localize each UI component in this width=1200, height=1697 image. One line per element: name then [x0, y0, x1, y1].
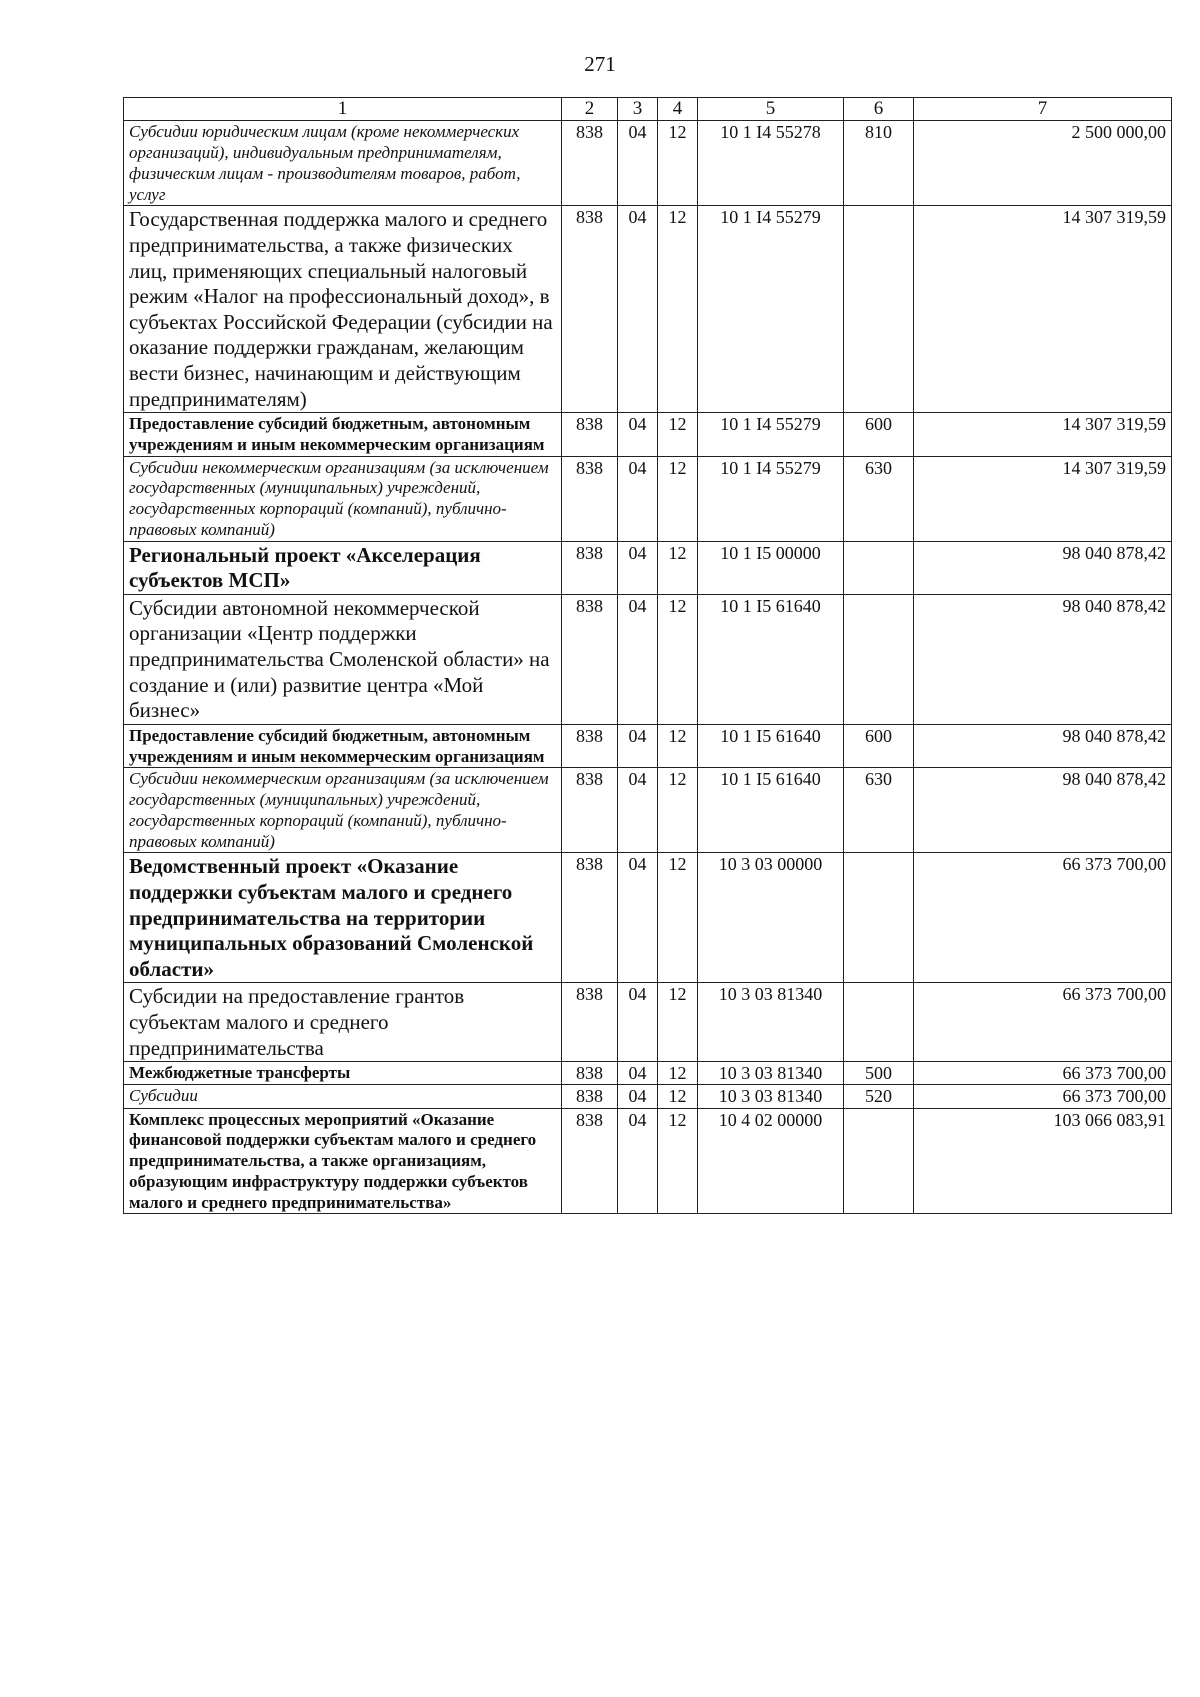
target-article-cell: 10 4 02 00000: [698, 1108, 844, 1214]
column-number: 3: [618, 98, 658, 121]
column-number: 5: [698, 98, 844, 121]
subsection-code-cell: 12: [658, 983, 698, 1062]
amount-cell: 66 373 700,00: [914, 1062, 1172, 1085]
table-row: [124, 456, 1172, 541]
subsection-code-cell: 12: [658, 456, 698, 541]
ministry-code-cell: 838: [562, 1085, 618, 1108]
row-name-cell: Региональный проект «Акселерация субъектов МСП»: [124, 541, 562, 594]
subsection-code-cell: 12: [658, 768, 698, 853]
expense-type-cell: 520: [844, 1085, 914, 1108]
amount-cell: 66 373 700,00: [914, 853, 1172, 983]
amount-cell: 98 040 878,42: [914, 594, 1172, 724]
expense-type-cell: 810: [844, 121, 914, 206]
expense-type-cell: 600: [844, 413, 914, 456]
target-article-cell: 10 3 03 00000: [698, 853, 844, 983]
target-article-cell: 10 1 I4 55279: [698, 413, 844, 456]
section-code-cell: 04: [618, 413, 658, 456]
column-number: 2: [562, 98, 618, 121]
table-row: [124, 1108, 1172, 1214]
target-article-cell: 10 1 I5 61640: [698, 724, 844, 767]
subsection-code-cell: 12: [658, 853, 698, 983]
section-code-cell: 04: [618, 121, 658, 206]
row-name-cell: Предоставление субсидий бюджетным, автономным учреждениям и иным некоммерческим организациям: [124, 724, 562, 767]
target-article-cell: 10 1 I4 55279: [698, 456, 844, 541]
amount-cell: 14 307 319,59: [914, 456, 1172, 541]
expense-type-cell: 500: [844, 1062, 914, 1085]
table-body: [124, 121, 1172, 1214]
section-code-cell: 04: [618, 1085, 658, 1108]
expense-type-cell: [844, 594, 914, 724]
ministry-code-cell: 838: [562, 983, 618, 1062]
section-code-cell: 04: [618, 853, 658, 983]
expense-type-cell: 630: [844, 768, 914, 853]
amount-cell: 14 307 319,59: [914, 413, 1172, 456]
target-article-cell: 10 1 I5 00000: [698, 541, 844, 594]
target-article-cell: 10 1 I5 61640: [698, 768, 844, 853]
ministry-code-cell: 838: [562, 541, 618, 594]
expense-type-cell: 600: [844, 724, 914, 767]
subsection-code-cell: 12: [658, 1085, 698, 1108]
column-number: 4: [658, 98, 698, 121]
section-code-cell: 04: [618, 541, 658, 594]
expense-type-cell: [844, 1108, 914, 1214]
subsection-code-cell: 12: [658, 121, 698, 206]
amount-cell: 2 500 000,00: [914, 121, 1172, 206]
target-article-cell: 10 3 03 81340: [698, 1062, 844, 1085]
table-row: [124, 121, 1172, 206]
ministry-code-cell: 838: [562, 206, 618, 413]
expense-type-cell: [844, 541, 914, 594]
amount-cell: 98 040 878,42: [914, 768, 1172, 853]
ministry-code-cell: 838: [562, 121, 618, 206]
ministry-code-cell: 838: [562, 1062, 618, 1085]
subsection-code-cell: 12: [658, 413, 698, 456]
subsection-code-cell: 12: [658, 1108, 698, 1214]
row-name-cell: Субсидии некоммерческим организациям (за исключением государственных (муниципальных) учреждений, государственных корпораций (компаний), публично-правовых компаний): [124, 768, 562, 853]
amount-cell: 66 373 700,00: [914, 983, 1172, 1062]
section-code-cell: 04: [618, 1108, 658, 1214]
table-row: [124, 541, 1172, 594]
table-row: [124, 1085, 1172, 1108]
ministry-code-cell: 838: [562, 768, 618, 853]
target-article-cell: 10 3 03 81340: [698, 1085, 844, 1108]
row-name-cell: Государственная поддержка малого и среднего предпринимательства, а также физических лиц, применяющих специальный налоговый режим «Налог на профессиональный доход», в субъектах Российской Федерации (субсидии на оказание поддержки гражданам, желающим вести бизнес, начинающим и действующим предпринимателям): [124, 206, 562, 413]
row-name-cell: Комплекс процессных мероприятий «Оказание финансовой поддержки субъектам малого и среднего предпринимательства, а также организациям, образующим инфраструктуру поддержки субъектов малого и среднего предпринимательства»: [124, 1108, 562, 1214]
target-article-cell: 10 1 I4 55279: [698, 206, 844, 413]
target-article-cell: 10 1 I5 61640: [698, 594, 844, 724]
ministry-code-cell: 838: [562, 594, 618, 724]
subsection-code-cell: 12: [658, 724, 698, 767]
table-row: [124, 1062, 1172, 1085]
section-code-cell: 04: [618, 206, 658, 413]
column-number-row: [124, 98, 1172, 121]
expense-type-cell: [844, 853, 914, 983]
section-code-cell: 04: [618, 456, 658, 541]
table-row: [124, 413, 1172, 456]
page-number: 271: [584, 52, 616, 76]
row-name-cell: Межбюджетные трансферты: [124, 1062, 562, 1085]
expense-type-cell: [844, 983, 914, 1062]
table-row: [124, 983, 1172, 1062]
amount-cell: 98 040 878,42: [914, 541, 1172, 594]
section-code-cell: 04: [618, 1062, 658, 1085]
target-article-cell: 10 3 03 81340: [698, 983, 844, 1062]
section-code-cell: 04: [618, 768, 658, 853]
row-name-cell: Субсидии на предоставление грантов субъектам малого и среднего предпринимательства: [124, 983, 562, 1062]
section-code-cell: 04: [618, 724, 658, 767]
section-code-cell: 04: [618, 594, 658, 724]
subsection-code-cell: 12: [658, 541, 698, 594]
ministry-code-cell: 838: [562, 724, 618, 767]
budget-table: [123, 97, 1172, 1214]
subsection-code-cell: 12: [658, 1062, 698, 1085]
row-name-cell: Предоставление субсидий бюджетным, автономным учреждениям и иным некоммерческим организациям: [124, 413, 562, 456]
row-name-cell: Субсидии некоммерческим организациям (за исключением государственных (муниципальных) учреждений, государственных корпораций (компаний), публично-правовых компаний): [124, 456, 562, 541]
table-row: [124, 594, 1172, 724]
row-name-cell: Субсидии юридическим лицам (кроме некоммерческих организаций), индивидуальным предпринимателям, физическим лицам - производителям товаров, работ, услуг: [124, 121, 562, 206]
expense-type-cell: 630: [844, 456, 914, 541]
ministry-code-cell: 838: [562, 456, 618, 541]
table-row: [124, 206, 1172, 413]
subsection-code-cell: 12: [658, 206, 698, 413]
amount-cell: 98 040 878,42: [914, 724, 1172, 767]
table-row: [124, 768, 1172, 853]
section-code-cell: 04: [618, 983, 658, 1062]
amount-cell: 14 307 319,59: [914, 206, 1172, 413]
column-number: 1: [124, 98, 562, 121]
expense-type-cell: [844, 206, 914, 413]
row-name-cell: Субсидии: [124, 1085, 562, 1108]
amount-cell: 103 066 083,91: [914, 1108, 1172, 1214]
amount-cell: 66 373 700,00: [914, 1085, 1172, 1108]
ministry-code-cell: 838: [562, 853, 618, 983]
ministry-code-cell: 838: [562, 413, 618, 456]
row-name-cell: Ведомственный проект «Оказание поддержки субъектам малого и среднего предпринимательства на территории муниципальных образований Смоленской области»: [124, 853, 562, 983]
row-name-cell: Субсидии автономной некоммерческой организации «Центр поддержки предпринимательства Смоленской области» на создание и (или) развитие центра «Мой бизнес»: [124, 594, 562, 724]
column-number: 7: [914, 98, 1172, 121]
table-row: [124, 853, 1172, 983]
subsection-code-cell: 12: [658, 594, 698, 724]
column-number: 6: [844, 98, 914, 121]
target-article-cell: 10 1 I4 55278: [698, 121, 844, 206]
ministry-code-cell: 838: [562, 1108, 618, 1214]
table-row: [124, 724, 1172, 767]
